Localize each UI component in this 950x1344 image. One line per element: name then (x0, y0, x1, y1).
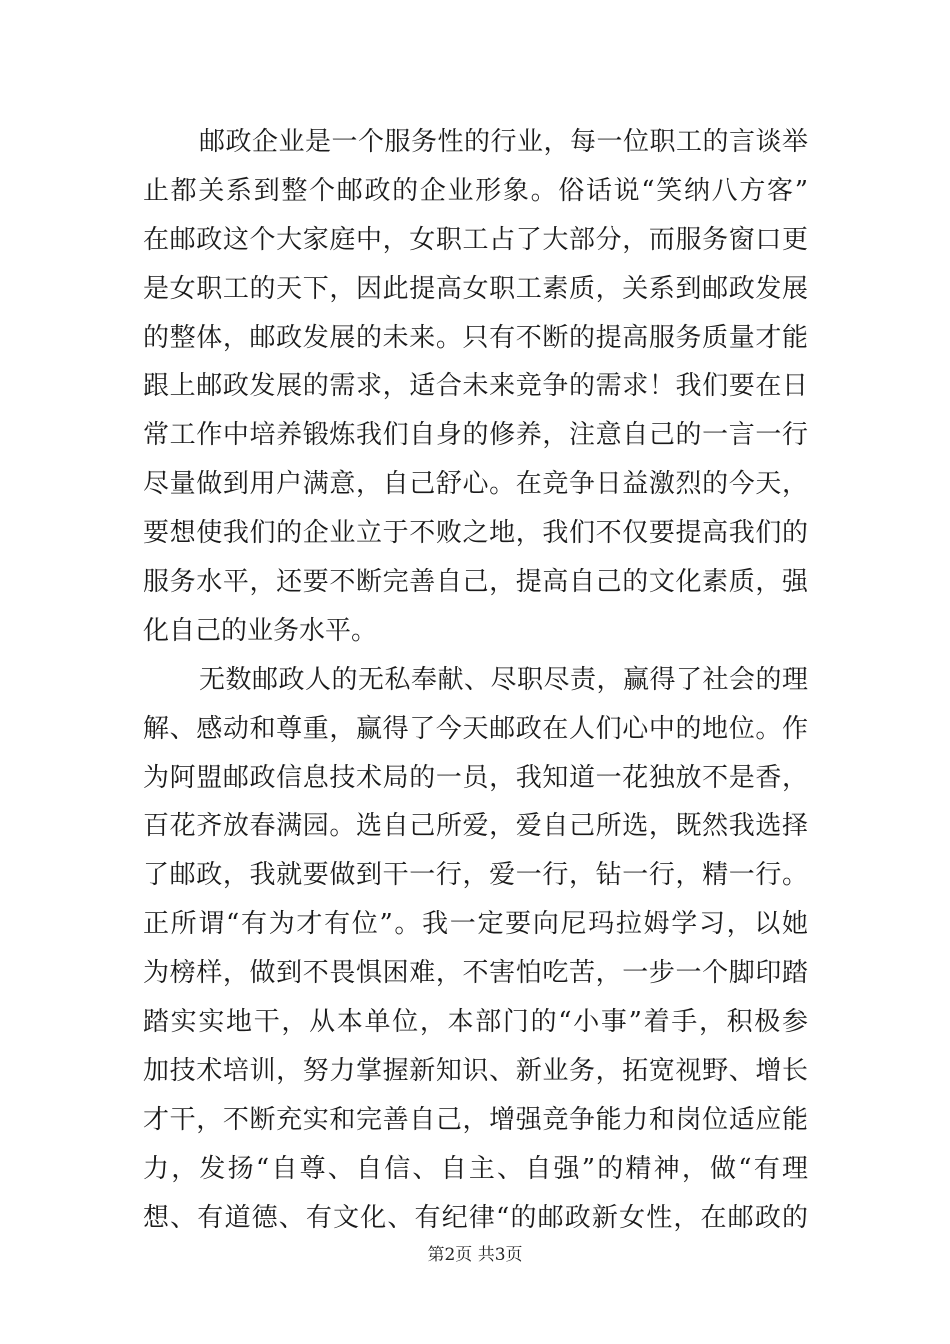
paragraph-2-line-11: 力，发扬“自尊、自信、自主、自强”的精神，做“有理 (143, 1153, 808, 1184)
paragraph-2-line-3: 为阿盟邮政信息技术局的一员，我知道一花独放不是香， (143, 762, 808, 793)
paragraph-2-line-8: 踏实实地干，从本单位，本部门的“小事”着手，积极参 (143, 1007, 808, 1038)
paragraph-1-line-10: 服务水平，还要不断完善自己，提高自己的文化素质，强 (143, 567, 808, 598)
paragraph-1-line-6: 跟上邮政发展的需求，适合未来竞争的需求！我们要在日 (143, 371, 808, 402)
paragraph-2-line-12: 想、有道德、有文化、有纪律“的邮政新女性，在邮政的 (143, 1202, 808, 1233)
paragraph-2-line-4: 百花齐放春满园。选自己所爱，爱自己所选，既然我选择 (143, 811, 808, 842)
paragraph-2-line-5: 了邮政，我就要做到干一行，爱一行，钻一行，精一行。 (143, 860, 808, 891)
paragraph-2-line-6: 正所谓“有为才有位”。我一定要向尼玛拉姆学习，以她 (143, 909, 808, 940)
page-number-footer: 第2页 共3页 (427, 1245, 523, 1265)
paragraph-1-line-3: 在邮政这个大家庭中，女职工占了大部分，而服务窗口更 (143, 224, 808, 255)
paragraph-1-line-11: 化自己的业务水平。 (143, 615, 378, 646)
paragraph-1-line-7: 常工作中培养锻炼我们自身的修养，注意自己的一言一行 (143, 420, 808, 451)
paragraph-1-line-9: 要想使我们的企业立于不败之地，我们不仅要提高我们的 (143, 518, 808, 549)
paragraph-1-line-2: 止都关系到整个邮政的企业形象。俗话说“笑纳八方客” (143, 175, 808, 206)
paragraph-2-line-9: 加技术培训，努力掌握新知识、新业务，拓宽视野、增长 (143, 1055, 808, 1086)
paragraph-1-line-5: 的整体，邮政发展的未来。只有不断的提高服务质量才能 (143, 322, 808, 353)
paragraph-1-line-1: 邮政企业是一个服务性的行业，每一位职工的言谈举 (199, 127, 808, 157)
paragraph-2-line-7: 为榜样，做到不畏惧困难，不害怕吃苦，一步一个脚印踏 (143, 958, 808, 989)
body-text (143, 118, 808, 1242)
paragraph-1-line-4: 是女职工的天下，因此提高女职工素质，关系到邮政发展 (143, 273, 808, 304)
paragraph-2-line-10: 才干，不断充实和完善自己，增强竞争能力和岗位适应能 (143, 1104, 808, 1135)
paragraph-2-line-2: 解、感动和尊重，赢得了今天邮政在人们心中的地位。作 (143, 713, 808, 744)
paragraph-1-line-8: 尽量做到用户满意，自己舒心。在竞争日益激烈的今天， (143, 469, 808, 500)
paragraph-2-line-1: 无数邮政人的无私奉献、尽职尽责，赢得了社会的理 (199, 664, 808, 695)
